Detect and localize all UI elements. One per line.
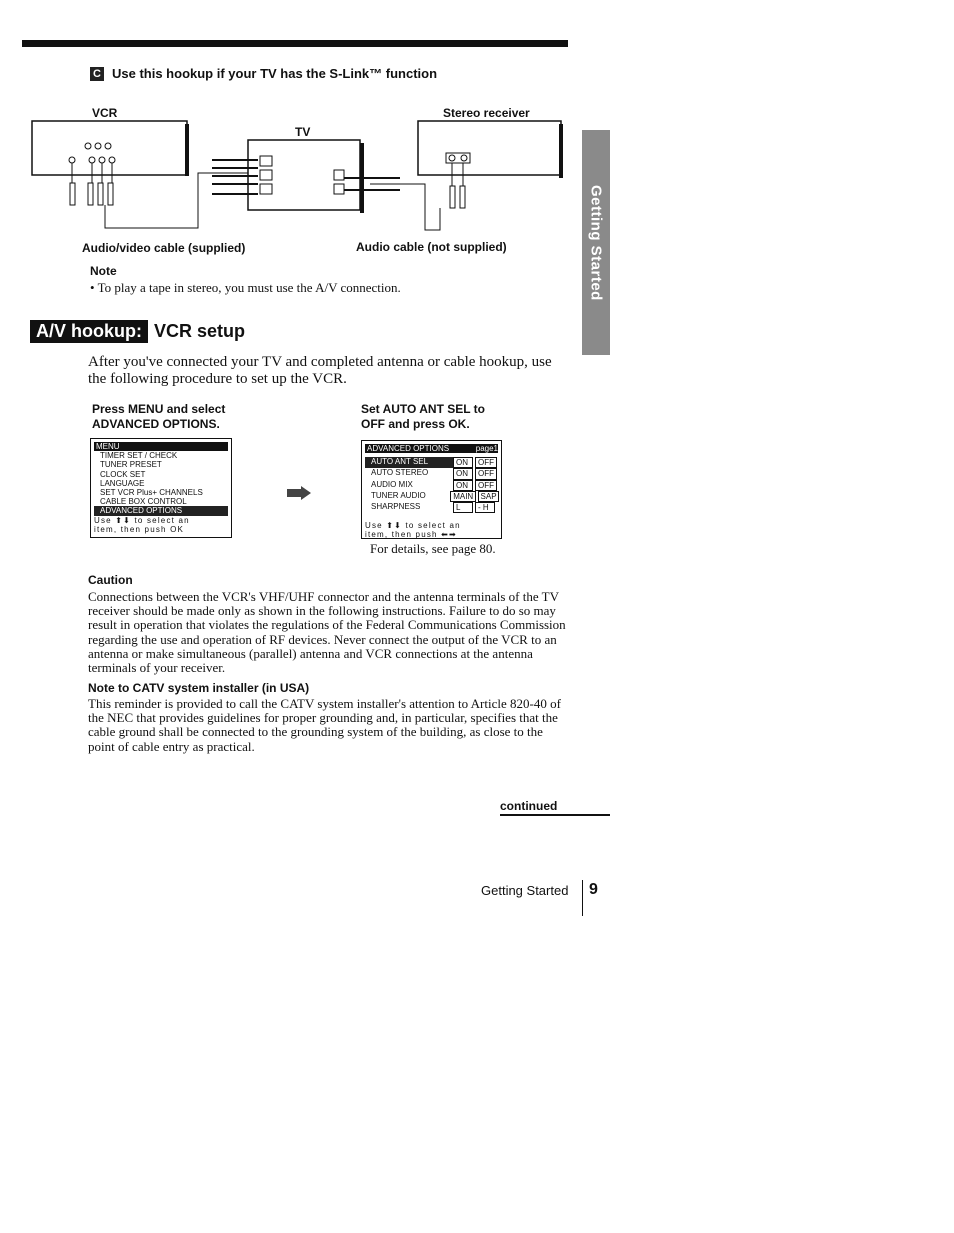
menu-item: TIMER SET / CHECK [100, 451, 178, 461]
section-c-heading [90, 66, 437, 81]
adv-row-option: ON [453, 457, 473, 468]
menu-item-selected: ADVANCED OPTIONS [94, 506, 228, 515]
hookup-diagram [30, 118, 570, 236]
step2-line1: Set AUTO ANT SEL to [361, 402, 486, 416]
adv-row [362, 491, 501, 502]
right-arrow-icon [287, 486, 311, 500]
av-cable-label: Audio/video cable (supplied) [82, 241, 246, 255]
caution-text: Connections between the VCR's VHF/UHF connector and the antenna terminals of the TV receiver should be made only as shown in the following instructions. Failure to do so may result in operation that violates the regulations of the Federal Communications Commission regarding the use and operation of RF devices. Never connect the output of the VCR to an antenna or make simultaneous (parallel) antenna and VCR connections at the antenna terminals of your receiver. [88, 589, 566, 676]
audio-cable-label: Audio cable (not supplied) [356, 240, 507, 254]
catv-text: This reminder is provided to call the CATV system installer's attention to Article 820-40 of the NEC that provides guidelines for proper grounding and, in particular, specifies that the cable ground shall be connected to the grounding system of the building, as close to the point of cable entry as practical. [88, 696, 561, 754]
section-c-text: Use this hookup if your TV has the S-Link™ function [112, 66, 438, 81]
menu-item: LANGUAGE [100, 478, 145, 488]
page-number: 9 [589, 881, 598, 898]
side-tab [582, 130, 610, 355]
adv-row [362, 502, 501, 513]
catv-heading: Note to CATV system installer (in USA) [88, 681, 310, 695]
menu-item: TUNER PRESET [100, 460, 162, 470]
adv-footer-line1: Use ⬆⬇ to select an [365, 521, 461, 531]
section-label: A/V hookup: [30, 320, 148, 343]
adv-row-option: MAIN [450, 491, 475, 502]
continued-label: continued [500, 799, 558, 813]
adv-row-option: OFF [475, 457, 497, 468]
menu-item: CLOCK SET [100, 469, 146, 479]
adv-row-name: TUNER AUDIO [371, 490, 426, 500]
adv-row-option: ON [453, 480, 473, 491]
top-rule [22, 40, 568, 47]
adv-row-name: AUTO ANT SEL [365, 457, 453, 468]
note-text: • To play a tape in stereo, you must use the A/V connection. [90, 280, 401, 295]
stereo-receiver-icon [418, 121, 561, 208]
section-title: VCR setup [154, 321, 246, 341]
menu-screen [90, 438, 232, 538]
intro-paragraph: After you've connected your TV and completed antenna or cable hookup, use the following procedure to set up the VCR. [88, 354, 552, 387]
menu-item: SET VCR Plus+ CHANNELS [100, 488, 203, 498]
adv-row-option: OFF [475, 468, 497, 479]
step1-line1: Press MENU and select [92, 402, 226, 416]
note-heading: Note [90, 264, 117, 278]
adv-row-option: ON [453, 468, 473, 479]
adv-row-name: AUDIO MIX [371, 479, 413, 489]
vcr-device-icon [32, 121, 258, 228]
receiver-label: Stereo receiver [443, 106, 530, 120]
adv-row [362, 468, 501, 479]
advanced-options-screen [361, 440, 502, 539]
details-reference: For details, see page 80. [370, 541, 496, 556]
menu-title: MENU [94, 442, 228, 451]
tv-device-icon [212, 140, 362, 213]
vcr-label: VCR [92, 106, 118, 120]
continued-rule [500, 814, 610, 816]
adv-row-name: AUTO STEREO [371, 468, 429, 478]
menu-footer-line2: item, then push OK [94, 524, 185, 534]
step2-instruction [361, 402, 485, 432]
adv-row [362, 457, 501, 468]
adv-row-option: L [453, 502, 473, 513]
adv-row-option: OFF [475, 480, 497, 491]
tv-label: TV [295, 125, 311, 139]
adv-page: page1 [475, 444, 498, 453]
side-tab-label: Getting Started [587, 184, 605, 301]
menu-item: CABLE BOX CONTROL [100, 497, 187, 507]
footer-section: Getting Started [481, 883, 569, 898]
adv-title-bar [365, 444, 498, 453]
adv-row [362, 480, 501, 491]
step2-line2: OFF and press OK. [361, 417, 470, 431]
adv-row-name: SHARPNESS [371, 502, 421, 512]
adv-row-option: SAP [478, 491, 499, 502]
adv-row-option: - H [475, 502, 495, 513]
section-heading [30, 320, 245, 343]
step1-line2: ADVANCED OPTIONS. [92, 417, 220, 431]
caution-heading: Caution [88, 573, 133, 587]
section-badge: C [90, 67, 104, 81]
adv-title: ADVANCED OPTIONS [367, 444, 450, 453]
adv-footer-line2: item, then push ⬅➡ [365, 530, 457, 540]
step1-instruction [92, 402, 225, 432]
footer-divider [582, 880, 583, 916]
menu-footer-line1: Use ⬆⬇ to select an [94, 515, 190, 525]
